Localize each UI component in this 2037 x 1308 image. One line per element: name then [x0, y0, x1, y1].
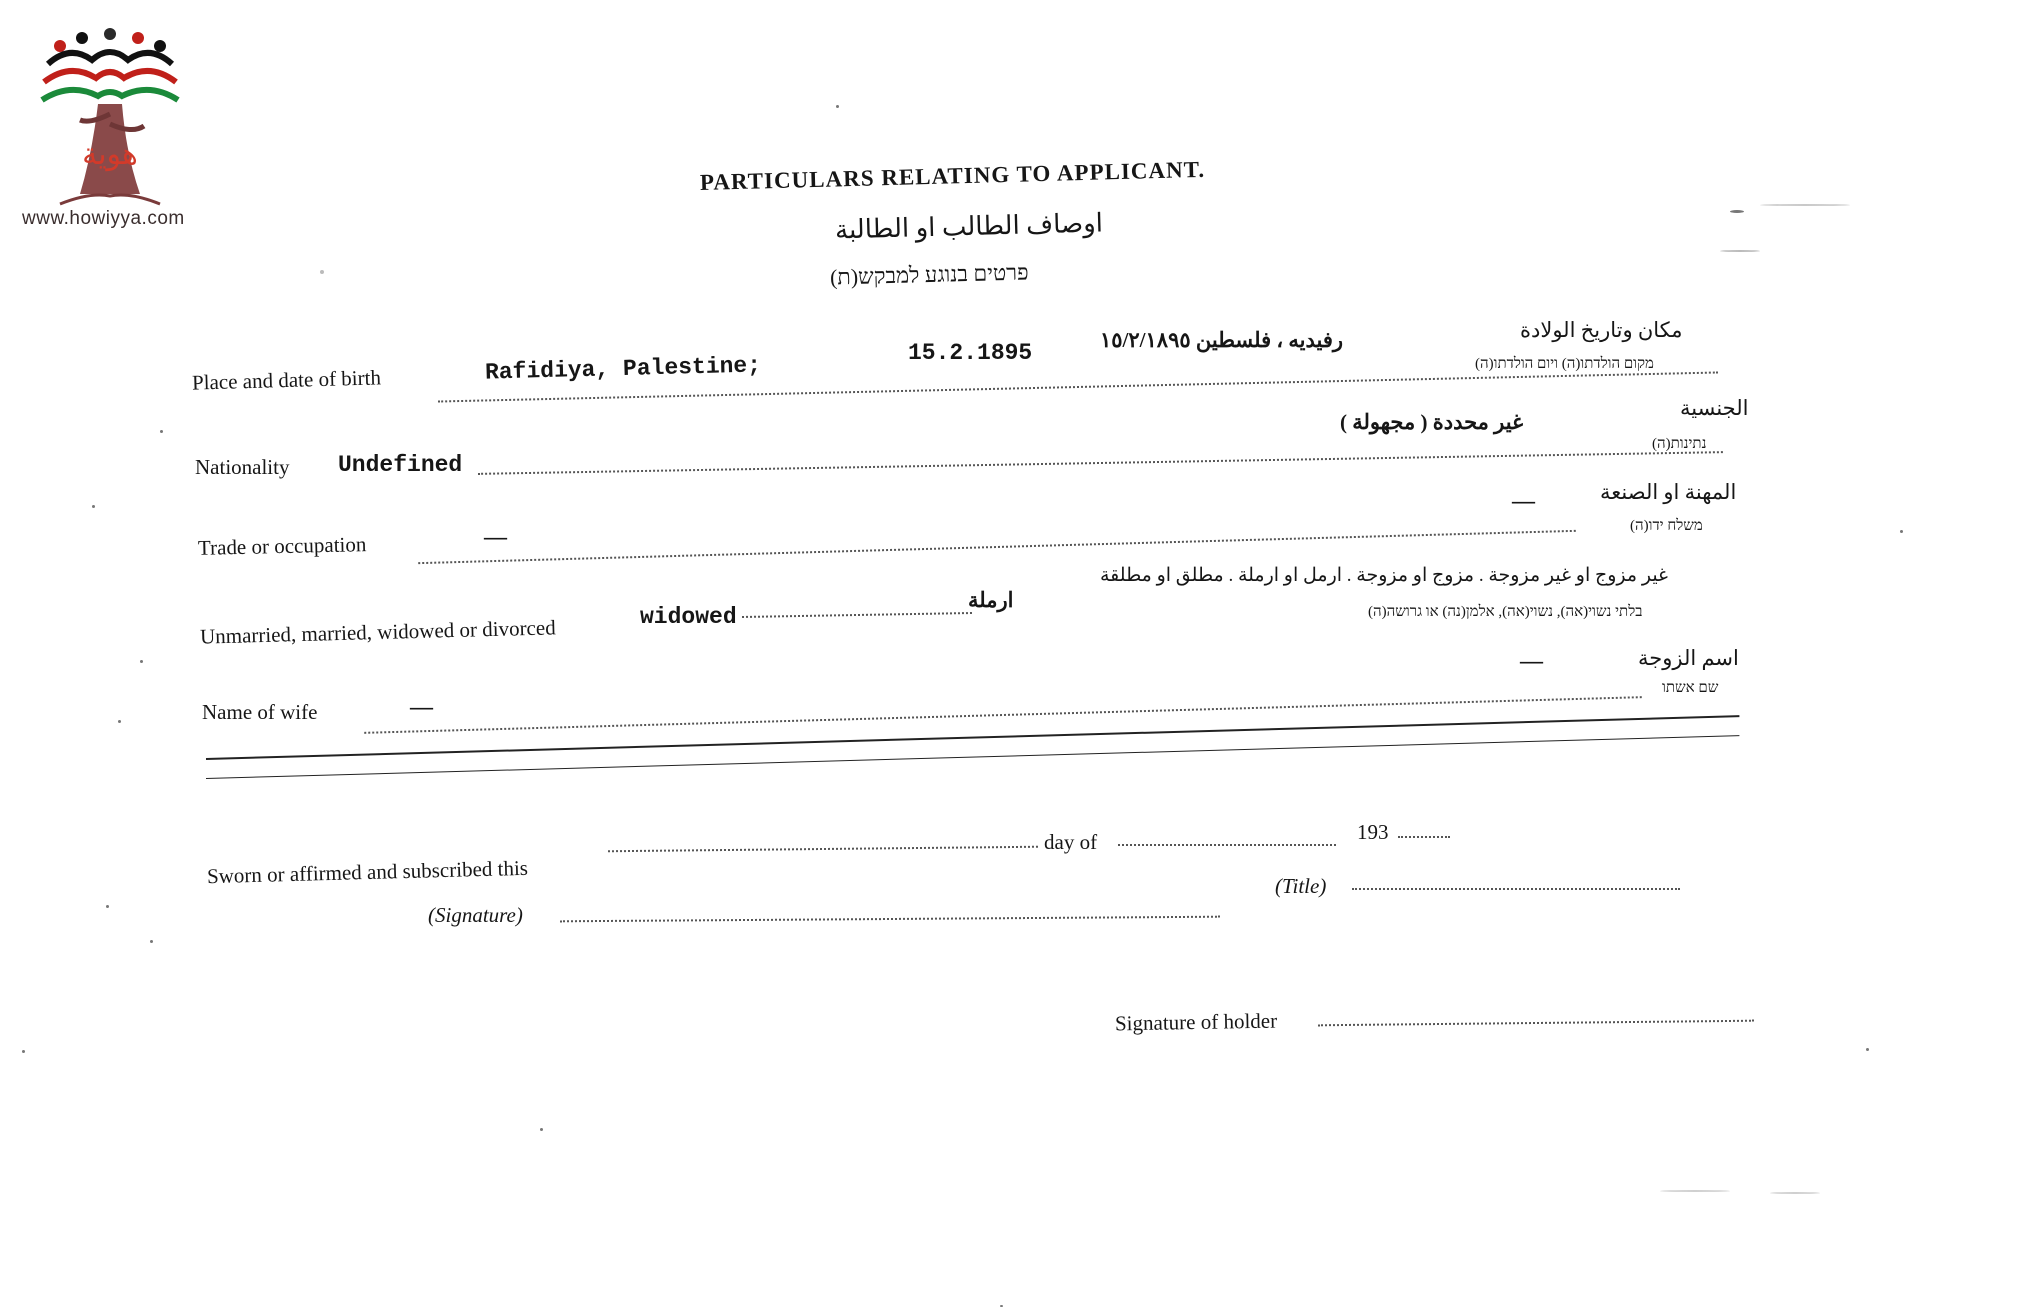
- nationality-label-arabic: الجنسية: [1680, 396, 1749, 420]
- year-dotted-line: [1398, 836, 1450, 838]
- birth-label-arabic: مكان وتاريخ الولادة: [1520, 318, 1683, 342]
- title-dotted-line: [1352, 888, 1680, 890]
- marital-value-arabic: ارملة: [968, 588, 1014, 612]
- logo-url: www.howiyya.com: [22, 208, 185, 229]
- trade-label: Trade or occupation: [197, 532, 367, 560]
- signature-label: (Signature): [428, 903, 523, 927]
- form-title-hebrew: פרטים בנוגע למבקש(ת): [829, 259, 1029, 290]
- marital-label-arabic: غير مزوج او غير مزوجة . مزوج او مزوجة . ارمل او ارملة . مطلق او مطلقة: [1100, 565, 1668, 586]
- day-of-label: day of: [1044, 830, 1098, 854]
- birth-value-arabic: رفيديه ، فلسطين ١٥/٢/١٨٩٥: [1100, 328, 1344, 352]
- birth-label-hebrew: מקום הולדתו(ה) ויום הולדתו(ה): [1475, 356, 1654, 372]
- wife-value: —: [410, 694, 433, 719]
- birth-value: Rafidiya, Palestine;: [484, 352, 762, 386]
- day-dotted-line: [1118, 844, 1336, 846]
- wife-value-arabic: —: [1520, 648, 1543, 673]
- trade-dotted-line: [418, 530, 1576, 564]
- svg-text:هوية: هوية: [82, 137, 138, 172]
- trade-value-arabic: —: [1512, 488, 1535, 513]
- trade-label-arabic: المهنة او الصنعة: [1600, 480, 1737, 504]
- sworn-dotted-line: [608, 846, 1038, 853]
- wife-label: Name of wife: [202, 700, 318, 724]
- year-label: 193: [1357, 820, 1389, 844]
- nationality-label-hebrew: נתינות(ה): [1652, 436, 1707, 452]
- nationality-value: Undefined: [338, 452, 463, 478]
- separator-line-2: [206, 735, 1739, 779]
- nationality-dotted-line: [478, 451, 1723, 475]
- marital-label-hebrew: בלתי נשוי(אה), נשוי(אה), אלמן(נה) או גרושה(ה): [1368, 604, 1643, 620]
- title-label: (Title): [1275, 874, 1327, 898]
- tree-people-logo-icon: [20, 24, 215, 239]
- form-title-arabic: اوصاف الطالب او الطالبة: [834, 208, 1104, 245]
- marital-value: widowed: [640, 604, 737, 630]
- trade-label-hebrew: משלח ידו(ה): [1630, 518, 1703, 534]
- nationality-label: Nationality: [195, 455, 290, 479]
- holder-dotted-line: [1318, 1020, 1754, 1027]
- wife-label-hebrew: שם אשתו: [1662, 680, 1719, 696]
- nationality-value-arabic: غير محددة ( مجهولة ): [1340, 410, 1524, 434]
- marital-dotted-line: [742, 612, 972, 618]
- wife-label-arabic: اسم الزوجة: [1638, 646, 1739, 670]
- marital-label: Unmarried, married, widowed or divorced: [199, 615, 556, 649]
- wife-dotted-line: [364, 696, 1642, 734]
- trade-value: —: [484, 524, 507, 549]
- form-title-english: PARTICULARS RELATING TO APPLICANT.: [699, 156, 1206, 195]
- separator-line: [206, 715, 1739, 760]
- birth-date-value: 15.2.1895: [908, 340, 1033, 366]
- birth-label: Place and date of birth: [191, 365, 382, 395]
- holder-signature-label: Signature of holder: [1114, 1008, 1278, 1036]
- signature-dotted-line: [560, 916, 1220, 923]
- sworn-label: Sworn or affirmed and subscribed this: [206, 855, 529, 889]
